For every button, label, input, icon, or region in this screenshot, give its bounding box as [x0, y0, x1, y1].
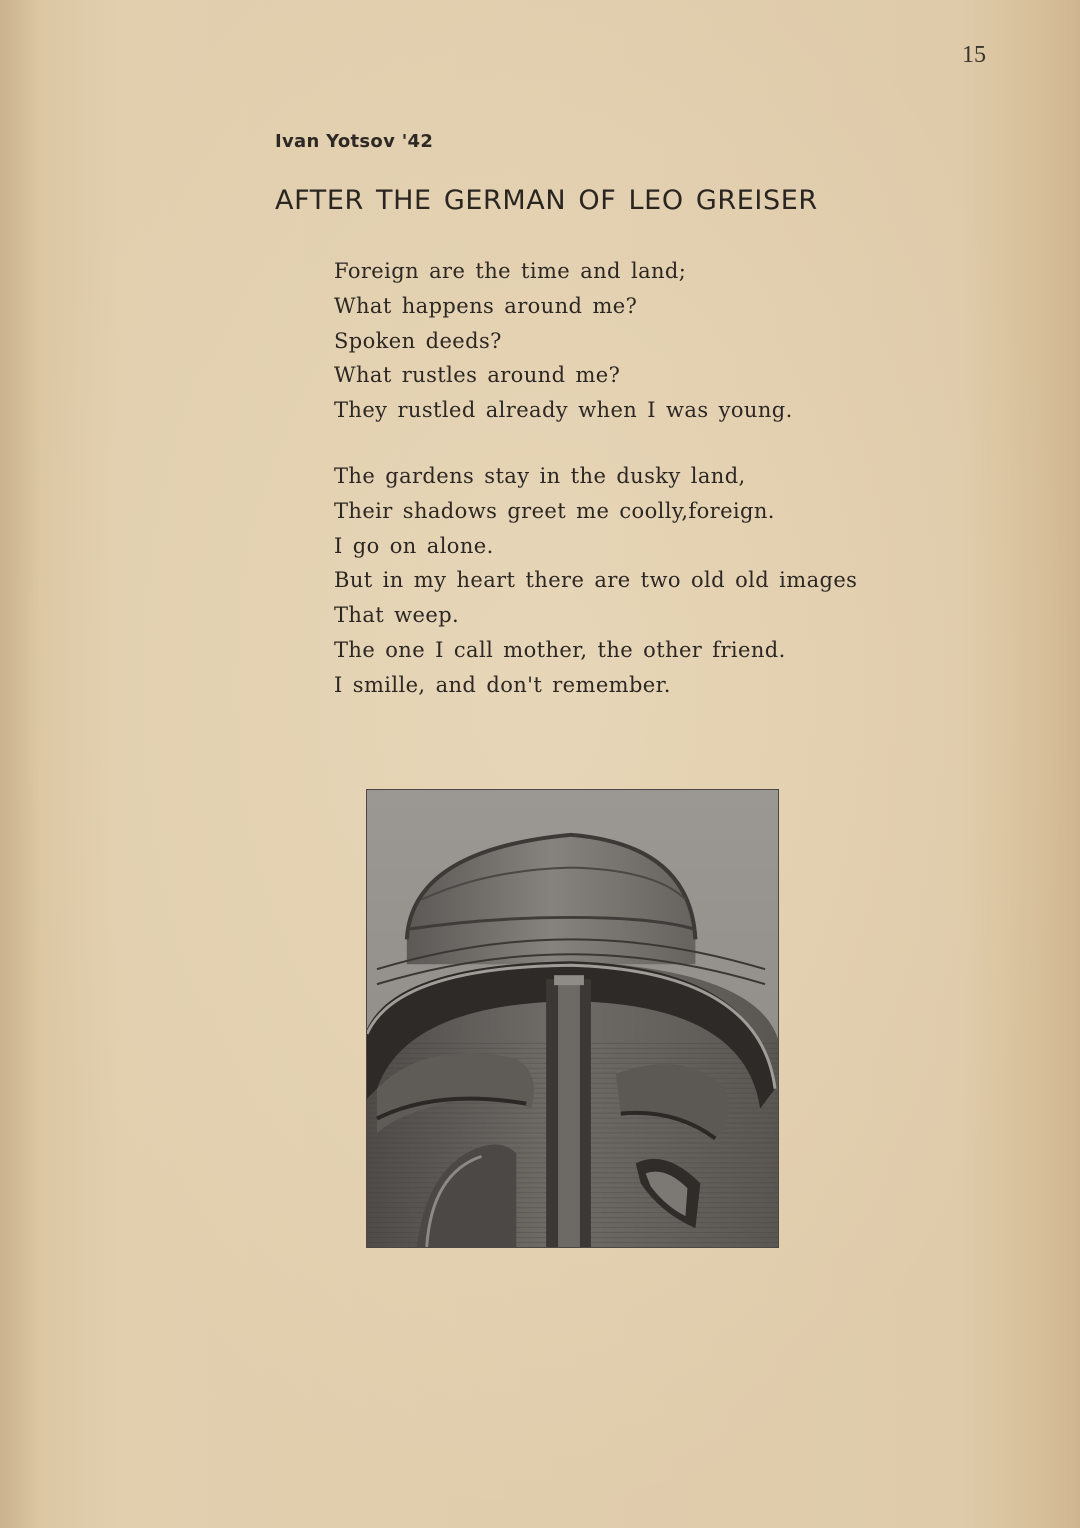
poem-line: I go on alone.: [334, 533, 494, 558]
poem-line: They rustled already when I was young.: [334, 398, 793, 423]
tower-image: [367, 790, 778, 1247]
author-byline: Ivan Yotsov '42: [275, 131, 434, 152]
poem-line: The gardens stay in the dusky land,: [334, 464, 746, 488]
poem-line: What happens around me?: [334, 293, 638, 318]
poem-line: Their shadows greet me coolly,foreign.: [334, 498, 775, 523]
poem-line: But in my heart there are two old old images: [334, 568, 858, 593]
page-number: 15: [962, 42, 986, 68]
poem-line: That weep.: [334, 603, 460, 628]
poem-stanza-1: [334, 254, 793, 428]
poem-line: I smille, and don't remember.: [334, 672, 671, 697]
poem-line: The one I call mother, the other friend.: [334, 637, 786, 662]
poem-line: What rustles around me?: [334, 363, 621, 388]
poem-title: AFTER THE GERMAN OF LEO GREISER: [275, 185, 818, 216]
poem-stanza-2: [334, 459, 857, 703]
poem-line: Spoken deeds?: [334, 328, 502, 353]
poem-line: Foreign are the time and land;: [334, 259, 687, 283]
tower-photograph: [366, 789, 779, 1248]
